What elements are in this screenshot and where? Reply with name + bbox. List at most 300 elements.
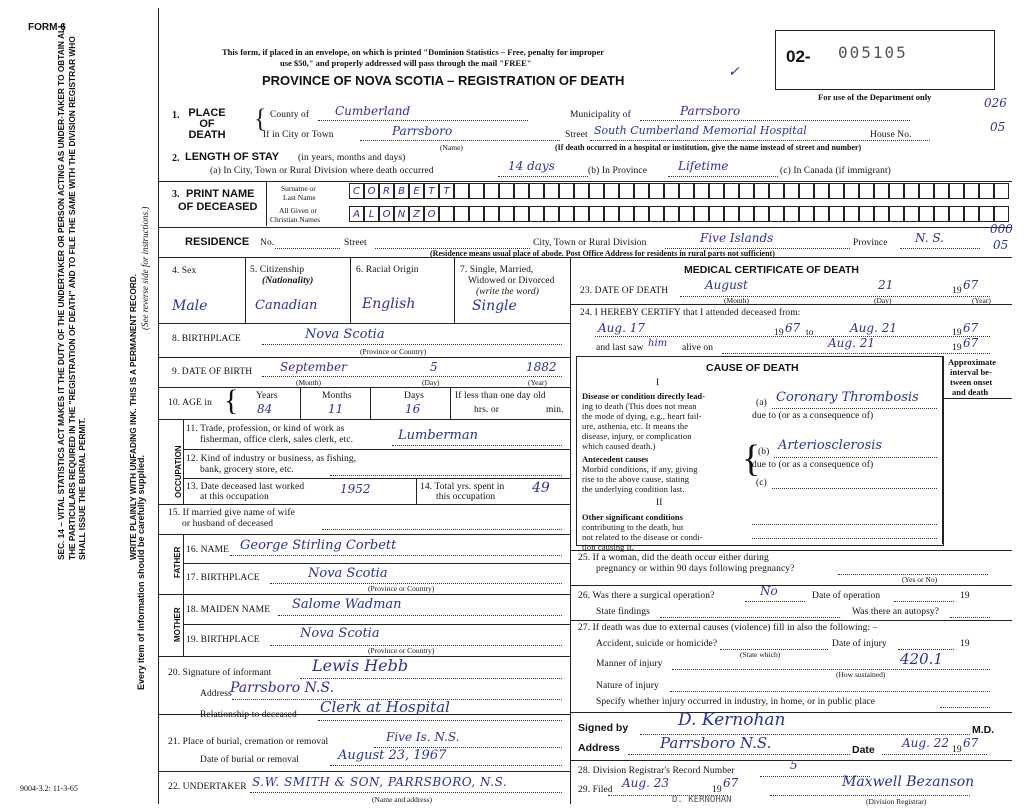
given-letter-cell	[649, 206, 664, 222]
age-days: 16	[405, 402, 421, 416]
surname-letter-cell	[754, 183, 769, 199]
attended-to: Aug. 21	[850, 321, 897, 335]
given-letter-cell	[634, 206, 649, 222]
surname-letter-cell	[634, 183, 649, 199]
undertaker-label: 22. UNDERTAKER	[168, 782, 247, 792]
surname-letter-cell	[934, 183, 949, 199]
mail-note-2: use $50," and properly addressed will pass through the mail "FREE"	[280, 58, 532, 68]
trade-label-2: fisherman, office clerk, sales clerk, etc.	[200, 435, 354, 445]
alive-prefix: 19	[952, 343, 962, 353]
cert-date-prefix: 19	[952, 745, 962, 755]
surname-letter-cell: C	[349, 183, 364, 199]
given-letter-cell	[514, 206, 529, 222]
city-label: If in City or Town	[263, 130, 334, 140]
dob-month: September	[280, 360, 347, 374]
given-letter-cell: N	[394, 206, 409, 222]
surname-letter-cell	[814, 183, 829, 199]
given-letter-cell	[949, 206, 964, 222]
reverse-note: (See reverse side for instructions.)	[140, 206, 150, 330]
months-label: Months	[322, 391, 352, 401]
street-value: South Cumberland Memorial Hospital	[594, 124, 807, 137]
surname-label-1: Surname or	[281, 184, 316, 193]
filed-prefix: 19	[712, 785, 722, 795]
residence-province-value: N. S.	[915, 231, 944, 245]
informant-signature: Lewis Hebb	[312, 656, 409, 675]
surname-letter-cell	[739, 183, 754, 199]
other-1: Other significant conditions	[582, 512, 683, 522]
given-letter-cell	[619, 206, 634, 222]
interval-label-3: tween onset	[950, 377, 993, 387]
undertaker-sub: (Name and address)	[372, 795, 432, 804]
interval-label-1: Approximate	[948, 357, 997, 367]
signed-by-label: Signed by	[578, 722, 629, 734]
given-letter-cell	[829, 206, 844, 222]
relationship-value: Clerk at Hospital	[320, 698, 450, 716]
injury-date-label: Date of injury	[832, 639, 887, 649]
surname-letter-cell	[919, 183, 934, 199]
dob-label: 9. DATE OF BIRTH	[172, 367, 253, 377]
residence-label: RESIDENCE	[185, 236, 250, 248]
day-sub: (Day)	[422, 378, 440, 387]
given-letter-cell	[589, 206, 604, 222]
years-spent-value: 49	[532, 480, 550, 496]
given-letter-cell	[694, 206, 709, 222]
given-letter-cell	[784, 206, 799, 222]
given-letter-cell	[574, 206, 589, 222]
years-label: Years	[256, 391, 278, 401]
father-birthplace-value: Nova Scotia	[308, 566, 388, 581]
surname-letter-cell	[694, 183, 709, 199]
pregnancy-1: 25. If a woman, did the death occur either during	[578, 553, 769, 563]
given-letter-cell: O	[379, 206, 394, 222]
mother-maiden-label: 18. MAIDEN NAME	[186, 605, 271, 615]
from-year: 67	[785, 321, 801, 335]
name-num: 3.	[172, 189, 180, 200]
last-worked-value: 1952	[340, 482, 371, 496]
surname-letter-cell	[844, 183, 859, 199]
residence-city-label: City, Town or Rural Division	[533, 238, 647, 248]
filed-year: 67	[723, 776, 739, 790]
ink-notice: WRITE PLAINLY WITH UNFADING INK. THIS IS A PERMANENT RECORD.	[128, 273, 138, 560]
stay-label: LENGTH OF STAY	[185, 151, 280, 163]
disease-4: ure, asthenia, etc. It means the	[582, 421, 689, 431]
hrs-label: hrs. or	[474, 405, 499, 415]
medical-title: MEDICAL CERTIFICATE OF DEATH	[684, 264, 859, 276]
from-prefix: 19	[774, 328, 784, 338]
age-months: 11	[328, 402, 344, 416]
industry-label-2: bank, grocery store, etc.	[200, 465, 294, 475]
marital-label-1: 7. Single, Married,	[460, 265, 534, 275]
statute-text: SEC. 14 – VITAL STATISTICS ACT MAKES IT THE DUTY OF THE UNDERTAKER OR PERSON ACTING AS UNDER-TAKER TO OBTAIN ALL THE PARTICULARS REQUIRED IN THE "REGISTRATION OF DEATH" AND TO FILE THE SAME WITH THE DIVISION REGISTRAR WHO SHALL ISSUE THE BURIAL PERMIT.	[56, 22, 87, 560]
certify-label: 24. I HEREBY CERTIFY that I attended deceased from:	[580, 308, 801, 318]
cause-a-value: Coronary Thrombosis	[776, 390, 919, 405]
given-letter-cell	[529, 206, 544, 222]
antecedent-4: the underlying condition last.	[582, 484, 685, 494]
dept-code-2: 05	[990, 120, 1006, 134]
surname-letter-cell: T	[424, 183, 439, 199]
age-years: 84	[257, 402, 273, 416]
age-label: 10. AGE in	[168, 398, 213, 408]
trade-label-1: 11. Trade, profession, or kind of work as	[186, 424, 345, 434]
marital-label-3: (write the word)	[476, 287, 539, 297]
days-label: Days	[404, 391, 424, 401]
surname-letter-cell	[454, 183, 469, 199]
surname-letter-cell	[649, 183, 664, 199]
attended-from: Aug. 17	[598, 321, 645, 335]
interval-label-2: interval be-	[950, 367, 992, 377]
other-2: contributing to the death, but	[582, 522, 684, 532]
op-year: 19	[960, 591, 970, 601]
cause-b-value: Arteriosclerosis	[778, 438, 883, 453]
registrar-signature: Maxwell Bezanson	[842, 774, 975, 790]
alive-date: Aug. 21	[828, 336, 875, 350]
informant-address: Parrsboro N.S.	[230, 680, 335, 696]
alive-year: 67	[963, 336, 979, 350]
less-than-day: If less than one day old	[455, 391, 546, 401]
name-label-1: PRINT NAME	[186, 188, 255, 200]
him-marker: him	[648, 338, 668, 349]
cause-title: CAUSE OF DEATH	[706, 362, 799, 374]
due-to-b: due to (or as a consequence of)	[752, 460, 874, 470]
dod-year-prefix: 19	[952, 286, 962, 296]
marital-value: Single	[472, 298, 517, 314]
dept-code-1: 026	[984, 96, 1007, 110]
roman-two: II	[656, 498, 663, 508]
accident-label: Accident, suicide or homicide?	[596, 639, 718, 649]
given-letter-cell	[979, 206, 994, 222]
given-letter-cell	[889, 206, 904, 222]
nationality-label: (Nationality)	[262, 276, 314, 286]
given-letter-cell	[739, 206, 754, 222]
nature-label: Nature of injury	[596, 681, 659, 691]
filed-label: 29. Filed	[578, 785, 613, 795]
last-seen-label: and last saw	[596, 343, 644, 353]
given-letter-cell	[859, 206, 874, 222]
undertaker-value: S.W. SMITH & SON, PARRSBORO, N.S.	[252, 775, 508, 789]
surname-letter-cell	[889, 183, 904, 199]
burial-date-label: Date of burial or removal	[200, 755, 300, 765]
given-letter-cell	[679, 206, 694, 222]
cause-c-label: (c)	[756, 478, 767, 488]
state-findings: State findings	[596, 607, 650, 617]
hospital-note: (If death occurred in a hospital or institution, give the name instead of street and number)	[555, 143, 862, 152]
residence-note: (Residence means usual place of abode. Post Office Address for residents in rural parts not sufficient)	[430, 249, 775, 258]
surname-letter-cell	[559, 183, 574, 199]
mother-side-label: MOTHER	[173, 607, 182, 642]
interval-label-4: and death	[952, 387, 989, 397]
state-which-sub: (State which)	[740, 650, 781, 659]
print-code: 9004-3.2: 11-3-65	[20, 784, 78, 793]
given-letter-cell	[814, 206, 829, 222]
residence-city-value: Five Islands	[700, 231, 774, 245]
surname-letter-cell	[604, 183, 619, 199]
mail-note-1: This form, if placed in an envelope, on which is printed "Dominion Statistics – Free, penalty for improper	[222, 47, 605, 57]
stay-a-value: 14 days	[508, 159, 555, 173]
residence-code-2: 05	[993, 238, 1009, 252]
surname-letter-cell	[679, 183, 694, 199]
disease-6: which caused death.)	[582, 441, 656, 451]
given-letter-cell	[904, 206, 919, 222]
month-sub: (Month)	[296, 378, 321, 387]
municipality-value: Parrsboro	[680, 104, 741, 118]
county-label: County of	[270, 110, 310, 120]
surname-letter-cell	[724, 183, 739, 199]
surname-letter-cell	[949, 183, 964, 199]
autopsy-label: Was there an autopsy?	[852, 607, 940, 617]
dod-day: 21	[878, 278, 894, 292]
surname-letter-cell	[979, 183, 994, 199]
given-label-2: Christian Names	[270, 215, 321, 224]
specify-label: Specify whether injury occurred in industry, in home, or in public place	[596, 697, 876, 707]
year-sub: (Year)	[528, 378, 547, 387]
surname-letter-cell	[784, 183, 799, 199]
spouse-label-2: or husband of deceased	[182, 519, 274, 529]
given-letter-cell	[499, 206, 514, 222]
yes-no-sub: (Yes or No)	[902, 575, 938, 584]
surname-letter-cell: O	[364, 183, 379, 199]
sex-value: Male	[172, 298, 208, 314]
antecedent-1: Antecedent causes	[582, 454, 649, 464]
surname-letter-cell: R	[379, 183, 394, 199]
surname-letter-cell: T	[439, 183, 454, 199]
given-letter-cell: Z	[409, 206, 424, 222]
informant-address-label: Address	[200, 689, 232, 699]
reg-number: 005105	[838, 43, 908, 62]
min-label: min.	[546, 405, 564, 415]
house-label: House No.	[870, 130, 912, 140]
given-letter-cell	[844, 206, 859, 222]
disease-2: ing to death (This does not mean	[582, 401, 697, 411]
given-letter-cell: L	[364, 206, 379, 222]
check-mark: ✓	[728, 64, 740, 80]
dob-day: 5	[430, 360, 438, 374]
given-letter-cell	[484, 206, 499, 222]
given-letter-cell	[544, 206, 559, 222]
stay-b-label: (b) In Province	[588, 166, 648, 176]
given-letter-cell	[799, 206, 814, 222]
to-year: 67	[963, 321, 979, 335]
years-spent-label-2: this occupation	[436, 492, 496, 502]
other-4: tion causing it.	[582, 542, 634, 552]
antecedent-3: rise to the above cause, stating	[582, 474, 690, 484]
form-title: PROVINCE OF NOVA SCOTIA – REGISTRATION OF DEATH	[262, 73, 625, 88]
county-value: Cumberland	[335, 104, 411, 118]
surname-letter-cell: E	[409, 183, 424, 199]
disease-5: disease, injury, or complication	[582, 431, 692, 441]
surname-letter-cell: B	[394, 183, 409, 199]
roman-one: I	[656, 378, 660, 388]
municipality-label: Municipality of	[570, 110, 631, 120]
registration-number-box	[775, 30, 995, 90]
surname-letter-cell	[874, 183, 889, 199]
mother-birthplace-label: 19. BIRTHPLACE	[186, 635, 260, 645]
surname-letter-cell	[469, 183, 484, 199]
dob-year: 1882	[526, 360, 557, 374]
given-letter-cell	[709, 206, 724, 222]
surname-letter-cell	[769, 183, 784, 199]
md-label: M.D.	[972, 724, 995, 736]
father-name-label: 16. NAME	[186, 545, 230, 555]
surname-letter-cell	[799, 183, 814, 199]
surname-letter-cell	[964, 183, 979, 199]
given-label-1: All Given or	[279, 206, 317, 215]
last-worked-label-1: 13. Date deceased last worked	[186, 482, 305, 492]
residence-no-label: No.	[260, 238, 275, 248]
alive-label: alive on	[682, 343, 714, 353]
surname-letter-cell	[994, 183, 1009, 199]
antecedent-2: Morbid conditions, if any, giving	[582, 464, 698, 474]
surname-letter-cell	[664, 183, 679, 199]
how-sustained-sub: (How sustained)	[836, 670, 886, 679]
external-label: 27. If death was due to external causes (violence) fill in also the following: –	[578, 623, 878, 633]
stay-a-label: (a) In City, Town or Rural Division where death occurred	[210, 166, 434, 176]
city-name-sub: (Name)	[440, 143, 463, 152]
given-letter-cell: O	[424, 206, 439, 222]
city-value: Parrsboro	[392, 124, 453, 138]
mother-birthplace-value: Nova Scotia	[300, 626, 380, 641]
manner-label: Manner of injury	[596, 659, 663, 669]
dept-use-label: For use of the Department only	[818, 92, 932, 102]
citizenship-label: 5. Citizenship	[250, 265, 305, 275]
filed-date: Aug. 23	[622, 776, 669, 790]
disease-1: Disease or condition directly lead-	[582, 391, 705, 401]
place-label: PLACE OF DEATH	[188, 107, 226, 141]
stay-hint: (in years, months and days)	[298, 153, 406, 163]
every-item-note: Every item of information should be carefully supplied.	[136, 454, 146, 690]
given-letter-cell	[604, 206, 619, 222]
birthplace-value: Nova Scotia	[305, 327, 385, 342]
occupation-side-label: OCCUPATION	[174, 445, 183, 498]
surname-letter-cell	[574, 183, 589, 199]
cause-b-label: (b)	[758, 447, 770, 457]
citizenship-value: Canadian	[255, 298, 318, 313]
surgical-value: No	[760, 584, 778, 598]
due-to-a: due to (or as a consequence of)	[752, 411, 874, 421]
surname-letter-cell	[709, 183, 724, 199]
racial-value: English	[362, 296, 416, 312]
dod-label: 23. DATE OF DEATH	[580, 286, 669, 296]
dod-day-sub: (Day)	[874, 296, 892, 305]
given-letter-cell	[754, 206, 769, 222]
sex-label: 4. Sex	[172, 266, 197, 276]
given-letter-cell	[769, 206, 784, 222]
mother-birthplace-sub: (Province or Country)	[368, 646, 435, 655]
given-letter-cell	[559, 206, 574, 222]
last-worked-label-2: at this occupation	[200, 492, 269, 502]
surname-letter-cell	[484, 183, 499, 199]
surname-letter-cell	[829, 183, 844, 199]
to-prefix: 19	[952, 328, 962, 338]
other-3: not related to the disease or condi-	[582, 532, 703, 542]
signed-by-value: D. Kernohan	[678, 710, 786, 730]
pregnancy-2: pregnancy or within 90 days following pregnancy?	[596, 564, 795, 574]
industry-label-1: 12. Kind of industry or business, as fishing,	[186, 454, 357, 464]
cert-date-year: 67	[963, 736, 979, 750]
cert-date: Aug. 22	[902, 736, 949, 750]
record-label: 28. Division Registrar's Record Number	[578, 766, 735, 776]
stay-c-label: (c) In Canada (if immigrant)	[780, 166, 891, 176]
form-number: FORM 6	[28, 22, 66, 33]
given-letter-cell	[724, 206, 739, 222]
given-letter-cell	[919, 206, 934, 222]
registrar-sub: (Division Registrar)	[866, 797, 927, 806]
given-letter-cell	[994, 206, 1009, 222]
relationship-label: Relationship to deceased	[200, 710, 297, 720]
surgical-label: 26. Was there a surgical operation?	[578, 591, 715, 601]
op-date-label: Date of operation	[812, 591, 881, 601]
informant-sig-label: 20. Signature of informant	[168, 668, 272, 678]
given-letter-cell: A	[349, 206, 364, 222]
years-spent-label-1: 14. Total yrs. spent in	[420, 482, 505, 492]
given-letter-cell	[454, 206, 469, 222]
dod-month: August	[705, 278, 748, 292]
surname-letter-cell	[904, 183, 919, 199]
dod-year-sub: (Year)	[972, 296, 991, 305]
burial-place-value: Five Is. N.S.	[386, 730, 460, 744]
father-side-label: FATHER	[173, 546, 182, 578]
cert-date-label: Date	[852, 744, 875, 756]
spouse-label-1: 15. If married give name of wife	[168, 508, 295, 518]
father-birthplace-label: 17. BIRTHPLACE	[186, 573, 260, 583]
father-birthplace-sub: (Province or Country)	[368, 584, 435, 593]
residence-street-label: Street	[344, 238, 367, 248]
to-label: to	[806, 328, 814, 338]
street-label: Street	[565, 130, 588, 140]
stay-b-value: Lifetime	[678, 159, 729, 173]
burial-date-value: August 23, 1967	[338, 748, 447, 763]
surname-letter-cell	[589, 183, 604, 199]
cause-a-label: (a)	[756, 398, 767, 408]
name-label-2: OF DECEASED	[178, 201, 258, 213]
given-letter-cell	[934, 206, 949, 222]
given-letter-cell	[439, 206, 454, 222]
residence-province-label: Province	[853, 238, 888, 248]
birthplace-sub: (Province or Country)	[360, 347, 427, 356]
place-num: 1.	[172, 110, 180, 121]
dod-year: 67	[963, 278, 979, 292]
physician-address-label: Address	[578, 742, 621, 754]
surname-letter-cell	[859, 183, 874, 199]
disease-3: the mode of dying, e.g., heart fail-	[582, 411, 702, 421]
physician-address: Parrsboro N.S.	[660, 734, 772, 752]
surname-letter-cell	[514, 183, 529, 199]
given-letter-cell	[874, 206, 889, 222]
trade-value: Lumberman	[398, 428, 479, 443]
reg-prefix: 02-	[786, 47, 811, 66]
name-stamp: D. KERNOHAN	[672, 795, 732, 805]
marital-label-2: Widowed or Divorced	[468, 276, 555, 286]
record-value: 5	[790, 758, 798, 772]
surname-letter-cell	[544, 183, 559, 199]
father-name-value: George Stirling Corbett	[240, 538, 397, 553]
racial-label: 6. Racial Origin	[356, 265, 419, 275]
residence-code-1: 000	[990, 222, 1013, 236]
birthplace-label: 8. BIRTHPLACE	[172, 334, 241, 344]
surname-label-2: Last Name	[283, 193, 316, 202]
icd-code: 420.1	[900, 650, 943, 668]
mother-maiden-value: Salome Wadman	[292, 597, 402, 612]
surname-letter-cell	[529, 183, 544, 199]
stay-num: 2.	[172, 153, 180, 164]
burial-place-label: 21. Place of burial, cremation or removal	[168, 737, 329, 747]
given-letter-cell	[664, 206, 679, 222]
injury-year: 19	[960, 639, 970, 649]
given-letter-cell	[469, 206, 484, 222]
dod-month-sub: (Month)	[724, 296, 749, 305]
surname-letter-cell	[619, 183, 634, 199]
surname-letter-cell	[499, 183, 514, 199]
given-letter-cell	[964, 206, 979, 222]
